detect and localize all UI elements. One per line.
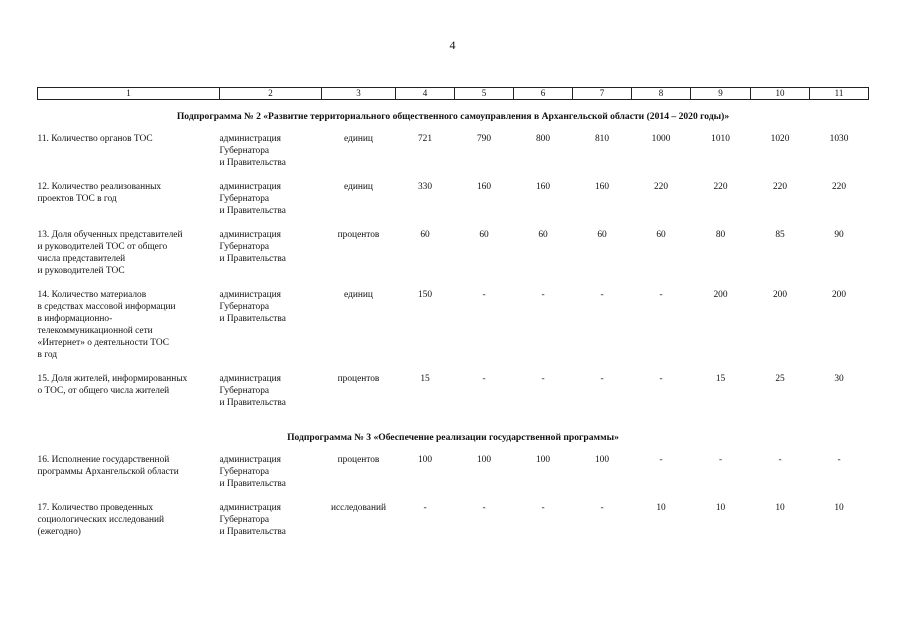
indicator-name-cell — [38, 289, 220, 373]
value-cell: 25 — [775, 374, 785, 384]
indicator-row — [38, 502, 869, 550]
executor-line: и Правительства — [219, 158, 286, 168]
value-cell: - — [659, 374, 663, 384]
indicator-name-line: в средствах массовой информации — [37, 302, 176, 312]
column-number-cell: 5 — [455, 88, 514, 100]
executor-cell — [220, 289, 322, 373]
value-cell: 220 — [653, 182, 669, 192]
unit-cell: единиц — [344, 182, 373, 192]
indicator-row — [38, 289, 869, 373]
executor-line: Губернатора — [219, 467, 270, 477]
indicator-name-line: программы Архангельской области — [37, 467, 179, 477]
value-cell: 85 — [775, 230, 785, 240]
indicators-table — [37, 87, 869, 550]
unit-cell: процентов — [337, 374, 380, 384]
indicator-name-line: в информационно- — [37, 314, 113, 324]
executor-line: и Правительства — [219, 314, 286, 324]
value-cell: - — [482, 374, 486, 384]
indicator-name-line: и руководителей ТОС — [37, 266, 125, 276]
value-cell: 220 — [772, 182, 788, 192]
column-number-cell: 3 — [322, 88, 396, 100]
indicator-name-line: 15. Доля жителей, информированных — [37, 374, 188, 384]
executor-line: и Правительства — [219, 479, 286, 489]
value-cell: 30 — [834, 374, 844, 384]
value-cell: 90 — [834, 230, 844, 240]
value-cell: 100 — [535, 455, 551, 465]
value-cell: 810 — [594, 134, 610, 144]
executor-line: администрация — [219, 503, 281, 513]
table-body — [38, 88, 869, 551]
indicator-row — [38, 133, 869, 181]
executor-line: администрация — [219, 374, 281, 384]
indicator-name-line: «Интернет» о деятельности ТОС — [37, 338, 170, 348]
value-cell: 1030 — [829, 134, 849, 144]
value-cell: 60 — [479, 230, 489, 240]
value-cell: 220 — [713, 182, 728, 192]
indicator-name-line: в год — [37, 350, 58, 360]
executor-line: и Правительства — [219, 254, 286, 264]
value-cell: 330 — [417, 182, 433, 192]
subprogram-title: Подпрограмма № 3 «Обеспечение реализации государственной программы» — [287, 432, 619, 443]
indicator-row — [38, 181, 869, 229]
executor-line: и Правительства — [219, 206, 286, 216]
unit-cell: процентов — [337, 455, 380, 465]
value-cell: 800 — [535, 134, 551, 144]
value-cell: 10 — [656, 503, 666, 513]
executor-line: и Правительства — [219, 527, 286, 537]
column-number-cell: 9 — [691, 88, 751, 100]
indicator-name-line: 14. Количество материалов — [37, 290, 147, 300]
indicator-name-line: 12. Количество реализованных — [37, 182, 162, 192]
value-cell: - — [541, 290, 545, 300]
value-cell: - — [482, 503, 486, 513]
indicator-name-line: 16. Исполнение государственной — [37, 455, 170, 465]
value-cell: 80 — [715, 230, 726, 240]
value-cell: 160 — [594, 182, 610, 192]
value-cell: - — [423, 503, 427, 513]
page-number: 4 — [449, 38, 456, 52]
indicator-name-line: социологических исследований — [37, 515, 165, 525]
value-cell: 100 — [476, 455, 492, 465]
value-cell: 10 — [715, 503, 726, 513]
value-cell: - — [778, 455, 782, 465]
executor-line: администрация — [219, 290, 281, 300]
indicator-name-line: 13. Доля обученных представителей — [37, 230, 183, 240]
value-cell: 100 — [594, 455, 610, 465]
value-cell: - — [600, 503, 604, 513]
executor-line: Губернатора — [219, 242, 270, 252]
value-cell: - — [482, 290, 486, 300]
unit-cell: процентов — [337, 230, 380, 240]
value-cell: 10 — [775, 503, 785, 513]
value-cell: - — [659, 290, 663, 300]
executor-cell — [220, 229, 322, 289]
value-cell: 160 — [476, 182, 492, 192]
column-number-cell: 7 — [573, 88, 632, 100]
value-cell: 200 — [772, 290, 788, 300]
value-cell: 100 — [417, 455, 433, 465]
value-cell: 10 — [834, 503, 844, 513]
executor-line: Губернатора — [219, 194, 270, 204]
value-cell: 200 — [831, 290, 847, 300]
value-cell: 150 — [417, 290, 433, 300]
executor-cell — [220, 502, 322, 550]
value-cell: - — [541, 503, 545, 513]
value-cell: 15 — [715, 374, 726, 384]
value-cell: - — [600, 374, 604, 384]
value-cell: - — [659, 455, 663, 465]
column-number-cell: 8 — [632, 88, 691, 100]
indicator-row — [38, 373, 869, 421]
executor-line: и Правительства — [219, 398, 286, 408]
indicator-name-cell — [38, 229, 220, 289]
indicator-name-cell — [38, 454, 220, 502]
executor-line: администрация — [219, 230, 281, 240]
indicator-name-cell — [38, 181, 220, 229]
value-cell: - — [541, 374, 545, 384]
value-cell: 60 — [538, 230, 548, 240]
executor-line: Губернатора — [219, 515, 270, 525]
value-cell: - — [718, 455, 723, 465]
value-cell: - — [837, 455, 841, 465]
indicator-name-cell — [38, 133, 220, 181]
value-cell: 1010 — [711, 134, 730, 144]
value-cell: 1000 — [651, 134, 671, 144]
column-number-cell: 6 — [514, 88, 573, 100]
executor-cell — [220, 181, 322, 229]
executor-cell — [220, 373, 322, 421]
executor-line: Губернатора — [219, 302, 270, 312]
subprogram-title-row — [38, 100, 869, 134]
value-cell: 721 — [417, 134, 433, 144]
executor-line: Губернатора — [219, 386, 270, 396]
indicator-name-line: и руководителей ТОС от общего — [37, 242, 168, 252]
value-cell: 1020 — [770, 134, 790, 144]
unit-cell: единиц — [344, 134, 373, 144]
value-cell: 790 — [476, 134, 492, 144]
executor-line: администрация — [219, 134, 281, 144]
value-cell: - — [600, 290, 604, 300]
executor-cell — [220, 133, 322, 181]
indicator-name-cell — [38, 502, 220, 550]
value-cell: 60 — [420, 230, 430, 240]
value-cell: 60 — [597, 230, 607, 240]
value-cell: 15 — [420, 374, 430, 384]
indicator-name-line: проектов ТОС в год — [37, 194, 117, 204]
subprogram-title: Подпрограмма № 2 «Развитие территориального общественного самоуправления в Архангельской области (2014 – 2020 годы)» — [176, 111, 730, 122]
column-number-cell: 10 — [751, 88, 810, 100]
indicator-name-line: телекоммуникационной сети — [37, 326, 153, 336]
value-cell: 160 — [535, 182, 551, 192]
indicator-name-line: 17. Количество проведенных — [37, 503, 154, 513]
column-number-row — [38, 88, 869, 100]
indicator-name-line: (ежегодно) — [37, 527, 81, 537]
unit-cell: исследований — [330, 503, 387, 513]
indicator-row — [38, 229, 869, 289]
indicator-name-line: о ТОС, от общего числа жителей — [37, 386, 170, 396]
value-cell: 60 — [656, 230, 666, 240]
executor-line: Губернатора — [219, 146, 270, 156]
executor-line: администрация — [219, 455, 281, 465]
unit-cell: единиц — [344, 290, 373, 300]
column-number-cell: 1 — [38, 88, 220, 100]
executor-cell — [220, 454, 322, 502]
subprogram-title-row — [38, 421, 869, 454]
indicator-row — [38, 454, 869, 502]
column-number-cell: 11 — [810, 88, 869, 100]
value-cell: 220 — [831, 182, 847, 192]
column-number-cell: 2 — [220, 88, 322, 100]
indicator-name-cell — [38, 373, 220, 421]
indicator-name-line: 11. Количество органов ТОС — [37, 134, 153, 144]
indicator-name-line: числа представителей — [37, 254, 126, 264]
column-number-cell: 4 — [396, 88, 455, 100]
executor-line: администрация — [219, 182, 281, 192]
value-cell: 200 — [713, 290, 728, 300]
